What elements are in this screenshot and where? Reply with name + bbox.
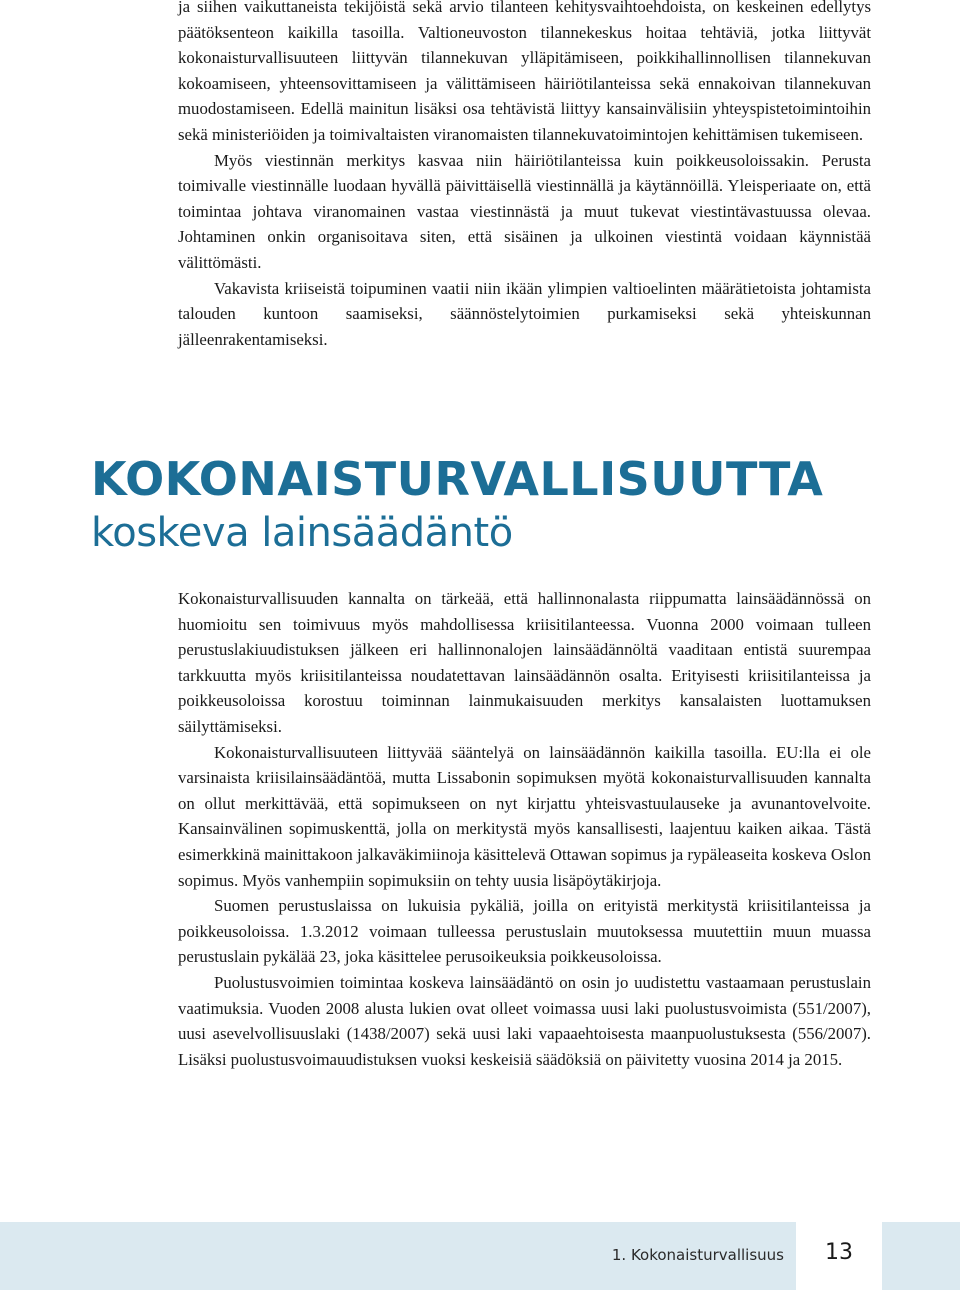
section-heading: KOKONAISTURVALLISUUTTA [91,452,824,506]
paragraph: Vakavista kriiseistä toipuminen vaatii niin ikään ylimpien valtioelinten määrätietoista johtamista talouden kuntoon saamiseksi, säännöstelytoimien purkamiseksi sekä yhteiskunnan jälleenrakentamiseksi. [178,278,871,349]
body-text-block [178,586,871,1072]
paragraph: Kokonaisturvallisuuteen liittyvää sääntelyä on lainsäädännön kaikilla tasoilla. EU:lla ei ole varsinaista kriisilainsäädäntöä, mutta Lissabonin sopimuksen myötä kokonaisturvallisuuden kannalta on ollut merkittävää, että sopimukseen on nyt kirjattu yhteisvastuulauseke ja avunantovelvoite. Kansainvälinen sopimuskenttä, jolla on merkitystä myös kansallisesti, laajentuu kaiken aikaa. Tästä esimerkkinä mainittakoon jalkaväkimiinoja käsittelevä Ottawan sopimus ja rypäleaseita koskeva Oslon sopimus. Myös vanhempiin sopimuksiin on tehty uusia lisäpöytäkirjoja. [178,742,871,890]
paragraph: Suomen perustuslaissa on lukuisia pykäliä, joilla on erityistä merkitystä kriisitilanteissa ja poikkeusoloissa. 1.3.2012 voimaan tulleessa perustuslain muutoksessa muutettiin muun muassa perustuslain pykälää 23, joka käsittelee perusoikeuksia poikkeusoloissa. [178,896,871,967]
paragraph: Myös viestinnän merkitys kasvaa niin häiriötilanteissa kuin poikkeusoloissakin. Perusta toimivalle viestinnälle luodaan hyvällä päivittäisellä viestinnällä ja käytännöillä. Yleisperiaate on, että toimintaa johtava viranomainen vastaa viestinnästä ja muut tukevat viestintävastuussa olevaa. Johtaminen onkin organisoitava siten, että sisäinen ja ulkoinen viestintä voidaan käynnistää välittömästi. [178,150,871,272]
footer-chapter-title: 1. Kokonaisturvallisuus [611,1246,784,1264]
top-text-block [178,0,871,352]
paragraph: Kokonaisturvallisuuden kannalta on tärkeää, että hallinnonalasta riippumatta lainsäädännössä on huomioitu sen toimivuus myös mahdollisessa kriisitilanteessa. Vuonna 2000 voimaan tulleen perustuslakiuudistuksen jälkeen eri hallinnonalojen lainsäädännöltä vaaditaan entistä suurempaa tarkkuutta myös kriisitilanteissa noudatettavan lainsäädännön osalta. Erityisesti kriisitilanteissa ja poikkeusoloissa korostuu toiminnan lainmukaisuuden merkitys kansalaisten luottamuksen säilyttämiseksi. [178,589,871,736]
page-number: 13 [825,1240,853,1265]
section-subheading: koskeva lainsäädäntö [91,510,513,556]
paragraph: Puolustusvoimien toimintaa koskeva lainsäädäntö on osin jo uudistettu vastaamaan perustuslain vaatimuksia. Vuoden 2008 alusta lukien ovat olleet voimassa uusi laki puolustusvoimista (551/2007), uusi asevelvollisuuslaki (1438/2007) sekä uusi laki vapaaehtoisesta maanpuolustuksesta (556/2007). Lisäksi puolustusvoimauudistuksen vuoksi keskeisiä säädöksiä on päivitetty vuosina 2014 ja 2015. [178,972,871,1069]
paragraph: ja siihen vaikuttaneista tekijöistä sekä arvio tilanteen kehitysvaihtoehdoista, on keskeinen edellytys päätöksenteon kaikilla tasoilla. Valtioneuvoston tilannekeskus hoitaa tehtäviä, jotka liittyvät kokonaisturvallisuuteen liittyvän tilannekuvan ylläpitämiseen, poikkihallinnollisen tilannekuvan kokoamiseen, yhteensovittamiseen ja välittämiseen häiriötilanteissa sekä ennakoivan tilannekuvan muodostamiseen. Edellä mainitun lisäksi osa tehtävistä liittyy kansainvälisiin yhteyspistetoimintoihin sekä ministeriöiden ja toimivaltaisten viranomaisten tilannekuvatoimintojen kehittämisen tukemiseen. [178,0,871,144]
